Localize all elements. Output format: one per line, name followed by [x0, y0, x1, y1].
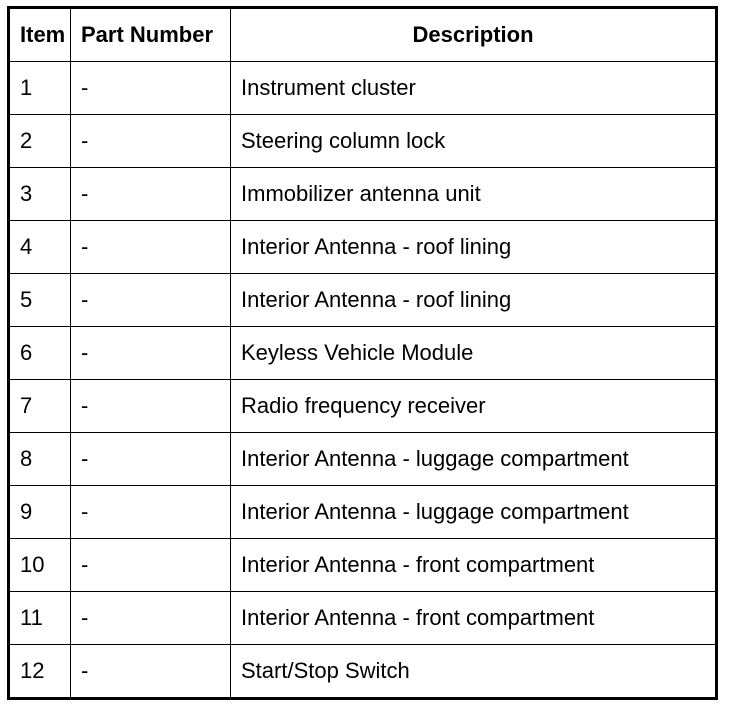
cell-part-number: -	[71, 539, 231, 592]
cell-part-number: -	[71, 592, 231, 645]
cell-item: 11	[9, 592, 71, 645]
cell-item: 6	[9, 327, 71, 380]
table-row	[9, 168, 717, 221]
cell-part-number: -	[71, 62, 231, 115]
header-row	[9, 8, 717, 62]
header-item: Item	[9, 8, 71, 62]
cell-item: 3	[9, 168, 71, 221]
cell-description: Steering column lock	[231, 115, 717, 168]
cell-description: Interior Antenna - front compartment	[231, 592, 717, 645]
table-header	[9, 8, 717, 62]
cell-part-number: -	[71, 221, 231, 274]
cell-item: 4	[9, 221, 71, 274]
header-description: Description	[231, 8, 717, 62]
cell-description: Interior Antenna - luggage compartment	[231, 486, 717, 539]
table-row	[9, 115, 717, 168]
table-row	[9, 433, 717, 486]
cell-item: 2	[9, 115, 71, 168]
cell-item: 8	[9, 433, 71, 486]
cell-part-number: -	[71, 486, 231, 539]
cell-part-number: -	[71, 433, 231, 486]
table-row	[9, 327, 717, 380]
cell-description: Immobilizer antenna unit	[231, 168, 717, 221]
cell-part-number: -	[71, 645, 231, 699]
table-row	[9, 486, 717, 539]
cell-description: Start/Stop Switch	[231, 645, 717, 699]
cell-description: Interior Antenna - front compartment	[231, 539, 717, 592]
cell-part-number: -	[71, 327, 231, 380]
cell-part-number: -	[71, 274, 231, 327]
cell-description: Interior Antenna - roof lining	[231, 221, 717, 274]
table-body	[9, 62, 717, 699]
table-row	[9, 539, 717, 592]
table-row	[9, 380, 717, 433]
cell-description: Interior Antenna - roof lining	[231, 274, 717, 327]
table-row	[9, 592, 717, 645]
cell-item: 7	[9, 380, 71, 433]
parts-table	[7, 6, 718, 700]
cell-item: 5	[9, 274, 71, 327]
table-row	[9, 645, 717, 699]
cell-description: Instrument cluster	[231, 62, 717, 115]
table-row	[9, 62, 717, 115]
cell-item: 9	[9, 486, 71, 539]
cell-item: 10	[9, 539, 71, 592]
cell-description: Interior Antenna - luggage compartment	[231, 433, 717, 486]
cell-part-number: -	[71, 380, 231, 433]
header-part-number: Part Number	[71, 8, 231, 62]
table-row	[9, 274, 717, 327]
cell-part-number: -	[71, 115, 231, 168]
cell-description: Radio frequency receiver	[231, 380, 717, 433]
cell-description: Keyless Vehicle Module	[231, 327, 717, 380]
cell-item: 12	[9, 645, 71, 699]
table-row	[9, 221, 717, 274]
cell-item: 1	[9, 62, 71, 115]
cell-part-number: -	[71, 168, 231, 221]
